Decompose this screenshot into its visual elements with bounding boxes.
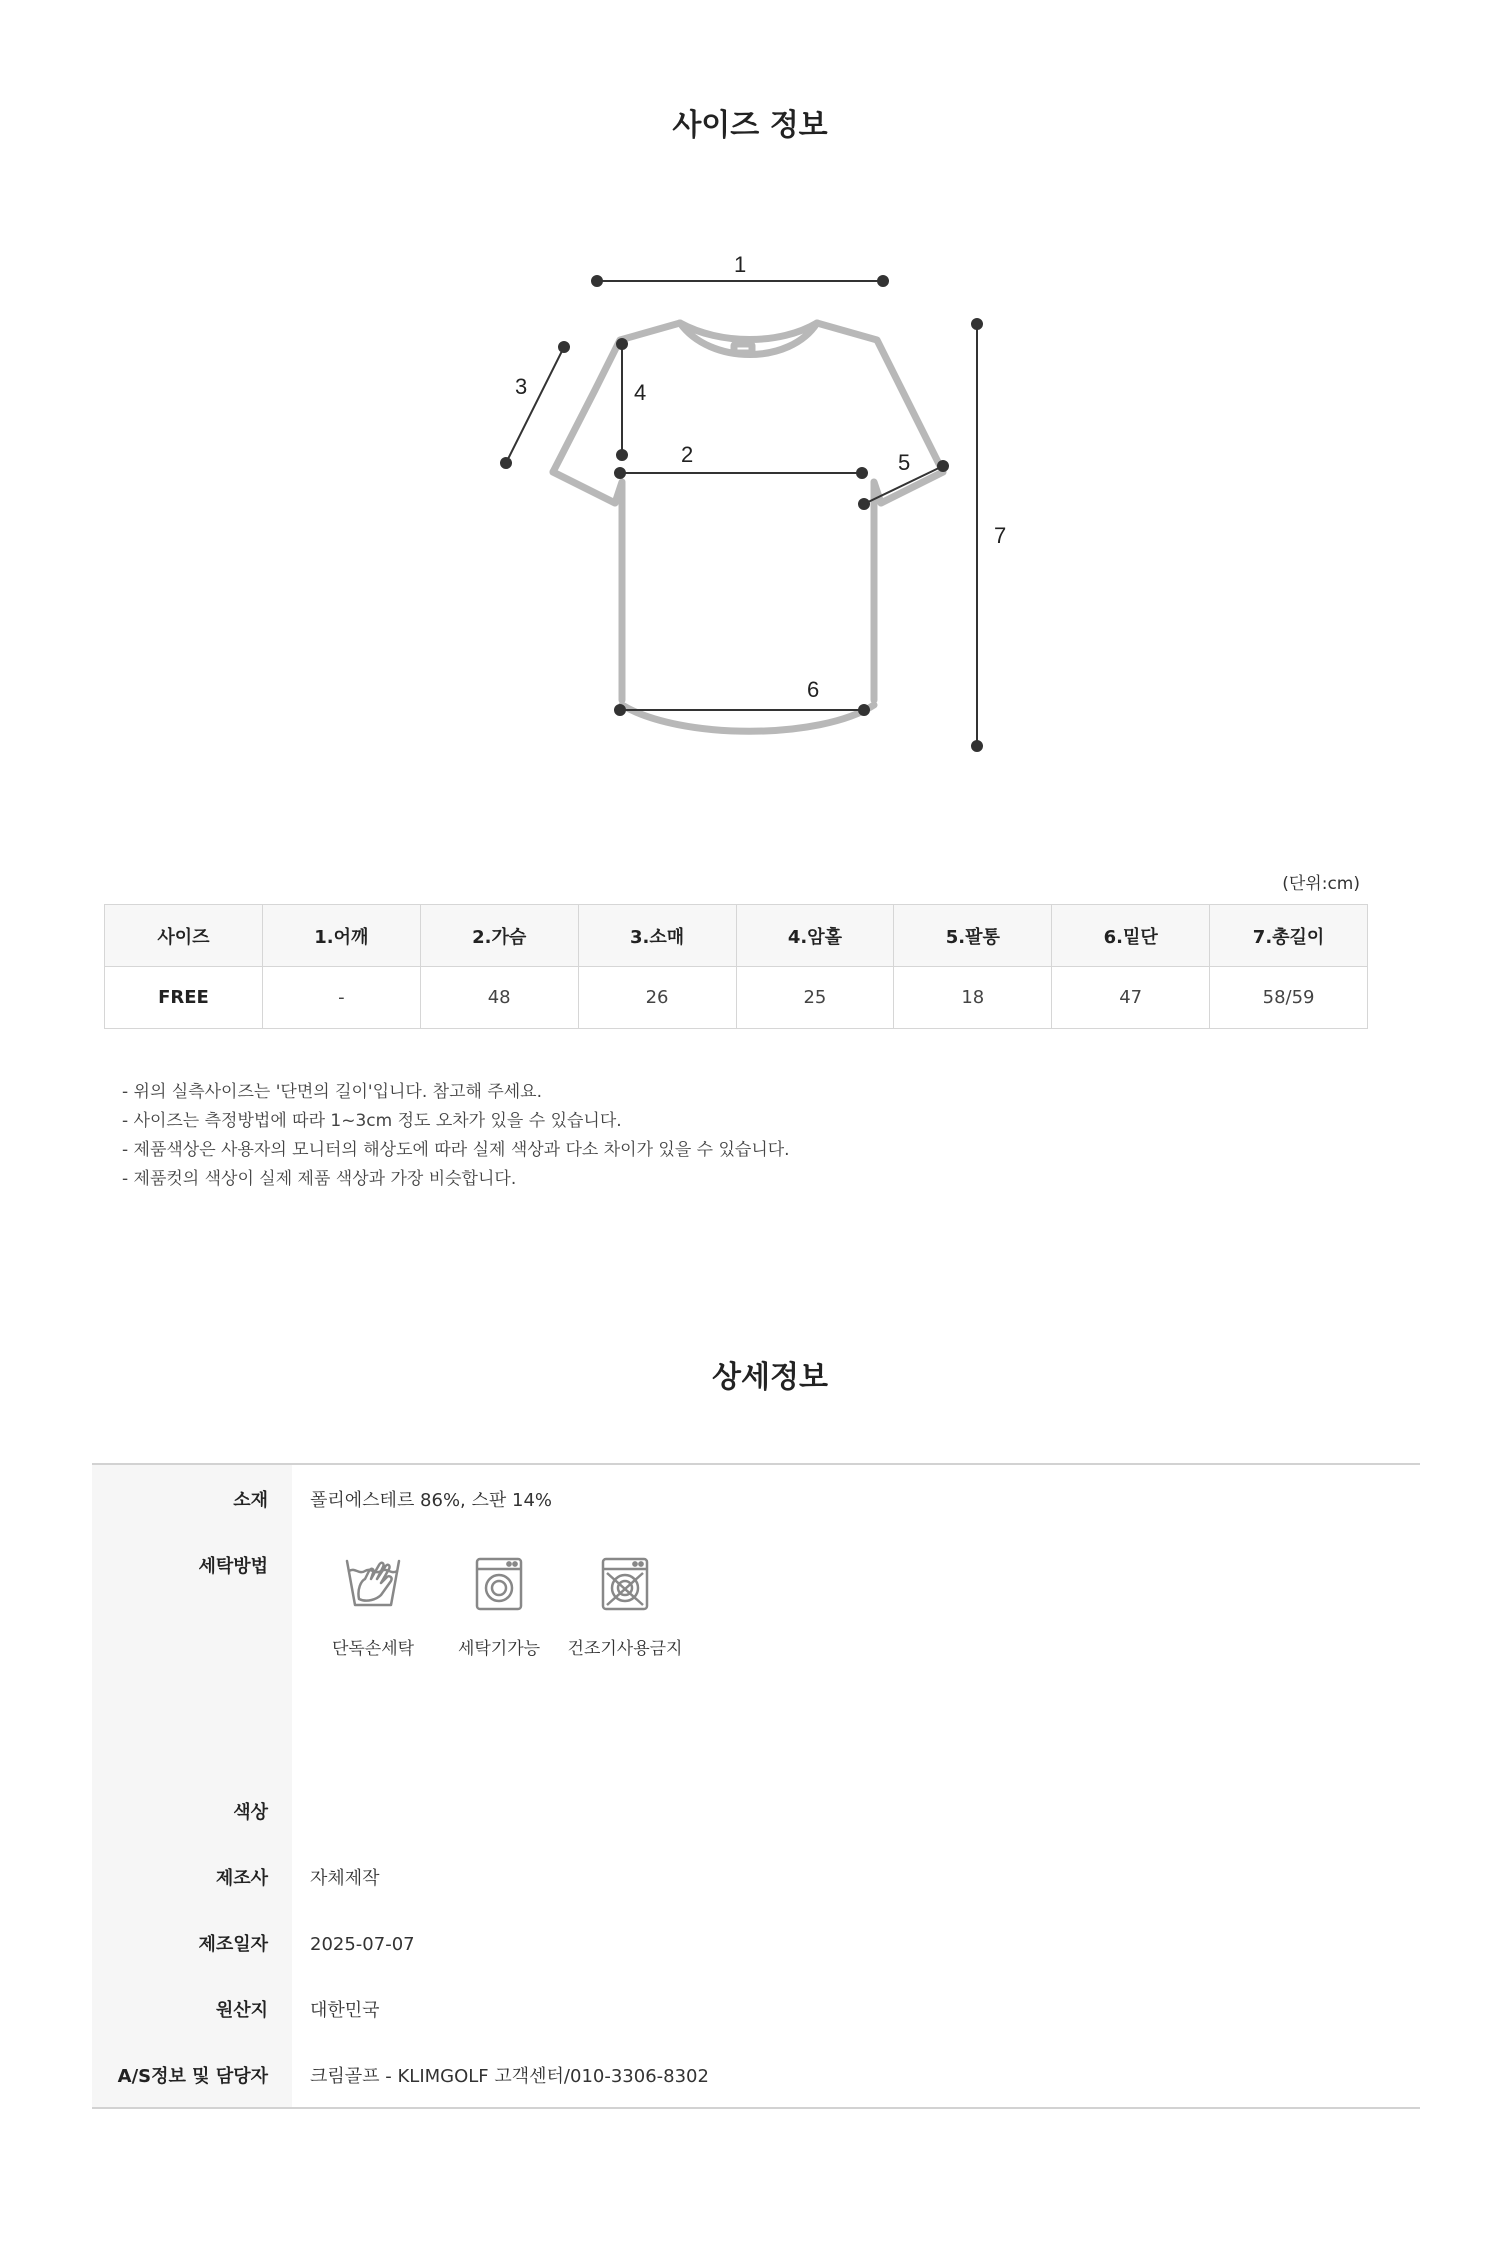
detail-value: 폴리에스테르 86%, 스판 14% — [310, 1490, 553, 1511]
detail-label: 제조일자 — [92, 1909, 292, 1975]
table-cell: 58/59 — [1210, 967, 1368, 1029]
table-row — [105, 967, 1368, 1029]
detail-label: 소재 — [92, 1464, 292, 1531]
measure-label-4: 4 — [634, 380, 647, 405]
wash-label: 건조기사용금지 — [567, 1639, 683, 1659]
size-table-header: 사이즈 — [105, 905, 263, 967]
hand-wash-icon — [343, 1553, 403, 1613]
detail-row-origin — [92, 1975, 1420, 2041]
size-table-header: 7.총길이 — [1210, 905, 1368, 967]
detail-row-material — [92, 1464, 1420, 1531]
detail-row-washing — [92, 1531, 1420, 1777]
measure-label-7: 7 — [994, 523, 1007, 548]
washing-icons-cell — [292, 1531, 1420, 1777]
size-table-header: 2.가슴 — [420, 905, 578, 967]
note-item: - 사이즈는 측정방법에 따라 1~3cm 정도 오차가 있을 수 있습니다. — [122, 1111, 622, 1131]
tshirt-size-diagram — [440, 220, 1060, 780]
detail-info-table — [92, 1463, 1420, 2109]
wash-item-dryer — [562, 1553, 688, 1667]
measure-label-2: 2 — [681, 442, 694, 467]
detail-value: 대한민국 — [310, 2000, 380, 2021]
detail-label: 세탁방법 — [92, 1531, 292, 1777]
wash-item-machine — [436, 1553, 562, 1667]
measure-label-1: 1 — [734, 252, 747, 277]
table-cell: 18 — [894, 967, 1052, 1029]
detail-info-title: 상세정보 — [712, 1360, 828, 1395]
unit-note: (단위:cm) — [1282, 874, 1360, 894]
table-cell: 26 — [578, 967, 736, 1029]
measure-label-3: 3 — [515, 374, 528, 399]
detail-row-maker — [92, 1843, 1420, 1909]
table-cell: 48 — [420, 967, 578, 1029]
wash-item-hand — [310, 1553, 436, 1667]
size-table-header: 5.팔통 — [894, 905, 1052, 967]
size-info-title: 사이즈 정보 — [672, 108, 828, 143]
table-cell: - — [262, 967, 420, 1029]
tshirt-outline — [553, 323, 943, 731]
note-item: - 제품컷의 색상이 실제 제품 색상과 가장 비슷합니다. — [122, 1169, 517, 1189]
detail-row-as — [92, 2041, 1420, 2108]
detail-label: 제조사 — [92, 1843, 292, 1909]
wash-label: 단독손세탁 — [331, 1639, 415, 1659]
no-dryer-icon — [595, 1553, 655, 1613]
size-table-header-row — [105, 905, 1368, 967]
size-notes — [122, 1078, 790, 1194]
wash-label: 세탁기가능 — [457, 1639, 541, 1659]
size-table-header: 3.소매 — [578, 905, 736, 967]
detail-row-date — [92, 1909, 1420, 1975]
size-name-cell: FREE — [105, 967, 263, 1029]
detail-label: 색상 — [92, 1777, 292, 1843]
measure-label-5: 5 — [898, 450, 911, 475]
detail-value: 자체제작 — [310, 1868, 380, 1889]
table-cell: 25 — [736, 967, 894, 1029]
note-item: - 위의 실측사이즈는 '단면의 길이'입니다. 참고해 주세요. — [122, 1082, 542, 1102]
measure-label-6: 6 — [807, 677, 820, 702]
note-item: - 제품색상은 사용자의 모니터의 해상도에 따라 실제 색상과 다소 차이가 있을 수 있습니다. — [122, 1140, 790, 1160]
size-table-header: 1.어깨 — [262, 905, 420, 967]
table-cell: 47 — [1052, 967, 1210, 1029]
size-table — [104, 904, 1368, 1029]
detail-value: 크림골프 - KLIMGOLF 고객센터/010-3306-8302 — [310, 2066, 709, 2087]
detail-label: A/S정보 및 담당자 — [92, 2041, 292, 2108]
detail-value — [292, 1777, 1420, 1843]
washing-machine-icon — [469, 1553, 529, 1613]
detail-value: 2025-07-07 — [310, 1934, 415, 1955]
size-table-header: 6.밑단 — [1052, 905, 1210, 967]
detail-label: 원산지 — [92, 1975, 292, 2041]
washing-icons — [310, 1553, 1420, 1667]
detail-row-color — [92, 1777, 1420, 1843]
size-table-header: 4.암홀 — [736, 905, 894, 967]
